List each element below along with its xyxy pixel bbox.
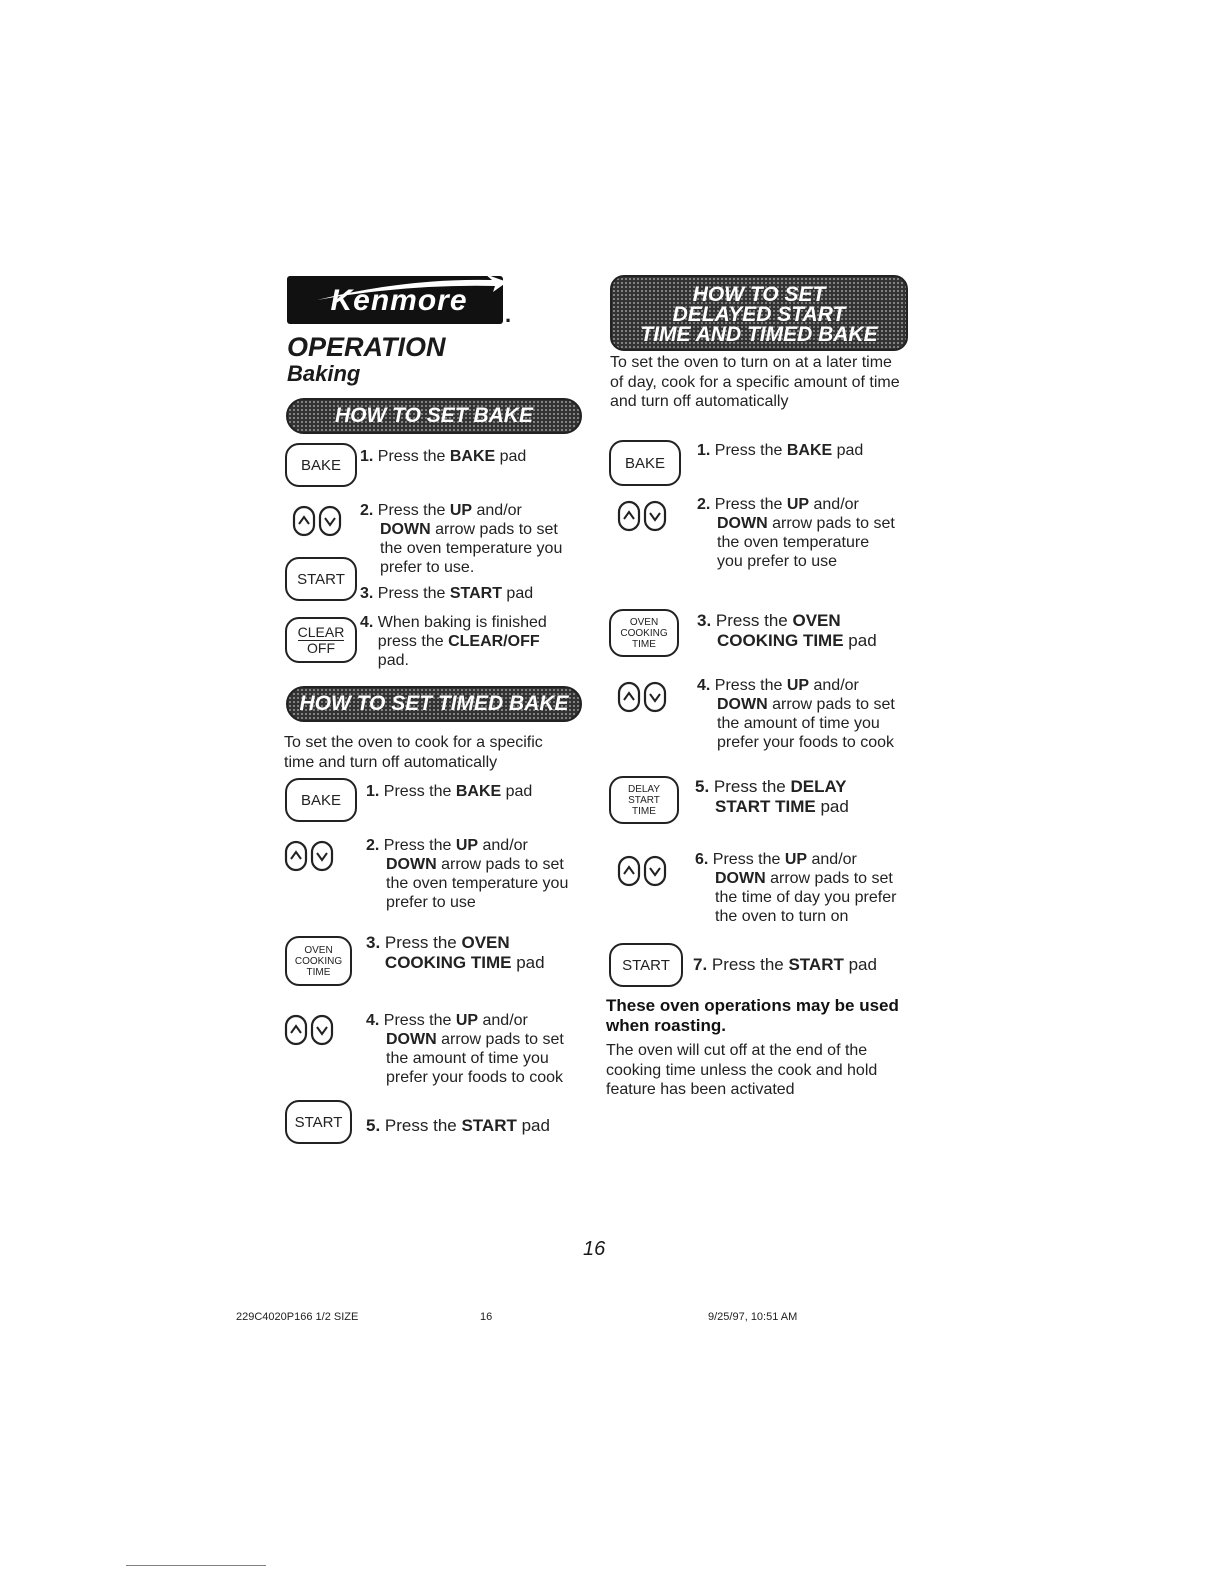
bake-pad-timed: BAKE [285, 778, 357, 822]
banner-delayed-start: HOW TO SET DELAYED START TIME AND TIMED BAKE [610, 275, 908, 351]
kenmore-logo [287, 276, 503, 324]
up-down-arrows-icon [284, 1012, 336, 1048]
up-down-arrows-icon [617, 679, 669, 715]
step-delayed-7: 7. Press the START pad [693, 955, 877, 974]
step-delayed-1: 1. Press the BAKE pad [697, 442, 864, 459]
step-timed-3: 3. Press the OVEN COOKING TIME pad [366, 933, 545, 972]
oven-cooking-time-pad: OVEN COOKING TIME [285, 936, 352, 986]
logo-mark: . [505, 302, 512, 327]
step-delayed-5: 5. Press the DELAY START TIME pad [695, 777, 849, 816]
logo-wordmark: Kenmore [330, 284, 468, 317]
step-timed-4: 4. Press the UP and/or DOWN arrow pads to set the amount of time you prefer your foods to cook [366, 1012, 564, 1086]
step-bake-1: 1. Press the BAKE pad [360, 448, 527, 465]
step-timed-1: 1. Press the BAKE pad [366, 783, 533, 800]
timed-bake-intro: To set the oven to cook for a specific time and turn off automatically [284, 734, 543, 771]
step-timed-5: 5. Press the START pad [366, 1116, 550, 1135]
up-down-arrows-icon [292, 503, 344, 539]
footer-right: 9/25/97, 10:51 AM [708, 1311, 798, 1323]
step-bake-4: 4. When baking is finished press the CLEAR/OFF pad. [360, 614, 547, 669]
roasting-note-heading: These oven operations may be used when roasting. [606, 996, 899, 1035]
start-pad-delayed: START [609, 943, 683, 987]
page-number: 16 [583, 1238, 606, 1260]
step-delayed-6: 6. Press the UP and/or DOWN arrow pads to set the time of day you prefer the oven to turn on [695, 851, 897, 925]
up-down-arrows-icon [617, 498, 669, 534]
up-down-arrows-icon [617, 853, 669, 889]
step-delayed-4: 4. Press the UP and/or DOWN arrow pads to set the amount of time you prefer your foods to cook [697, 677, 895, 751]
bake-pad: BAKE [285, 443, 357, 487]
clear-off-pad: CLEAR OFF [285, 617, 357, 663]
bake-pad-delayed: BAKE [609, 440, 681, 486]
start-pad-timed: START [285, 1100, 352, 1144]
banner-how-to-set-bake: HOW TO SET BAKE [286, 398, 582, 434]
delay-start-time-pad: DELAY START TIME [609, 776, 679, 824]
roasting-note-body: The oven will cut off at the end of the cooking time unless the cook and hold feature has been activated [606, 1042, 878, 1098]
start-pad: START [285, 557, 357, 601]
step-delayed-2: 2. Press the UP and/or DOWN arrow pads to set the oven temperature you prefer to use [697, 496, 895, 570]
step-timed-2: 2. Press the UP and/or DOWN arrow pads to set the oven temperature you prefer to use [366, 837, 569, 911]
oven-cooking-time-pad-delayed: OVEN COOKING TIME [609, 609, 679, 657]
footer-left: 229C4020P166 1/2 SIZE [236, 1311, 359, 1323]
footer-center: 16 [480, 1311, 493, 1323]
step-bake-2: 2. Press the UP and/or DOWN arrow pads to set the oven temperature you prefer to use. [360, 502, 563, 576]
up-down-arrows-icon [284, 838, 336, 874]
bottom-rule [126, 1565, 266, 1566]
banner-how-to-set-timed-bake: HOW TO SET TIMED BAKE [286, 686, 582, 722]
page-subtitle: Baking [287, 361, 361, 386]
step-bake-3: 3. Press the START pad [360, 585, 534, 602]
step-delayed-3: 3. Press the OVEN COOKING TIME pad [697, 611, 877, 650]
delayed-intro: To set the oven to turn on at a later time of day, cook for a specific amount of time and turn off automatically [610, 354, 900, 410]
page-title: OPERATION [287, 332, 446, 362]
